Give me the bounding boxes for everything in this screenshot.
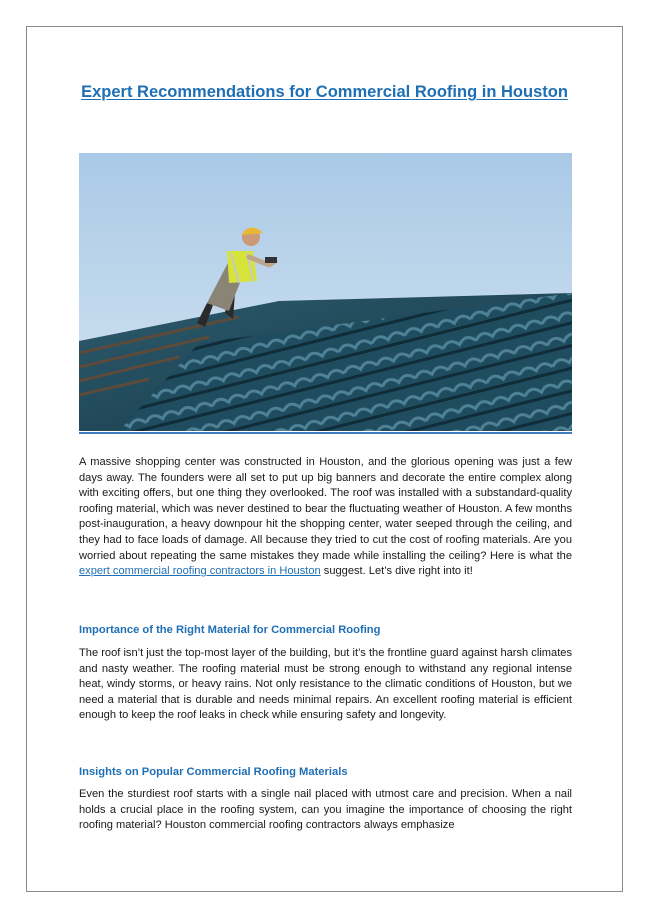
document-page <box>26 26 623 892</box>
document-title: Expert Recommendations for Commercial Roofing in Houston <box>81 83 568 101</box>
insights-paragraph: Even the sturdiest roof starts with a single nail placed with utmost care and precision. When a nail holds a crucial place in the roofing system, can you imagine the importance of choosing the right roofing material? Houston commercial roofing contractors always emphasize <box>79 788 572 832</box>
hero-image <box>79 153 572 431</box>
section-heading-importance: Importance of the Right Material for Commercial Roofing <box>79 624 381 636</box>
roof-worker-illustration <box>79 153 572 431</box>
contractors-link[interactable]: expert commercial roofing contractors in Houston <box>79 565 321 578</box>
section-heading-insights: Insights on Popular Commercial Roofing Materials <box>79 766 348 778</box>
hero-underline <box>79 432 572 434</box>
intro-paragraph <box>79 455 572 580</box>
intro-text: A massive shopping center was constructed in Houston, and the glorious opening was just a few days away. The founders were all set to put up big banners and decorate the entire complex along with exciting offers, but one thing they overlooked. The roof was installed with a substandard-quality roofing material, which was never destined to bear the fluctuating weather of Houston. A few months post-inauguration, a heavy downpour hit the shopping center, water seeped through the ceiling, and they had to face loads of damage. All because they tried to cut the cost of roofing materials. Are you worried about repeating the same mistakes they made while installing the ceiling? Here is what the <box>79 456 572 562</box>
intro-text-end: suggest. Let’s dive right into it! <box>320 565 473 578</box>
importance-paragraph: The roof isn’t just the top-most layer of the building, but it’s the frontline guard against harsh climates and nasty weather. The roofing material must be strong enough to withstand any regional intense heat, windy storms, or heavy rains. Not only resistance to the climatic conditions of Houston, but we need a material that is durable and needs minimal repairs. An excellent roofing material is efficient enough to keep the roof leaks in check while ensuring safety and longevity. <box>79 647 572 722</box>
